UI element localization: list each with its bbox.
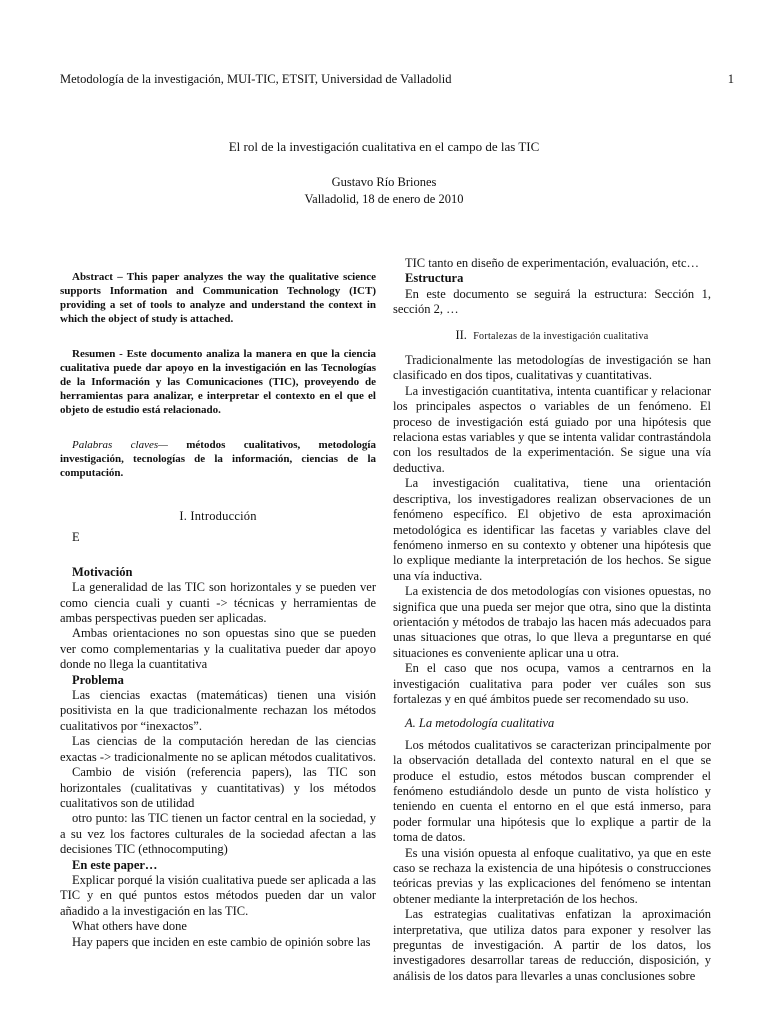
- section-heading-fortalezas: [393, 328, 711, 344]
- abstract: Abstract – This paper analyzes the way the qualitative science supports Information and Communication Technology (ICT) providing a set of tools to analyze and understand the context in which the object of study is attached.: [60, 271, 376, 325]
- subsection-heading-metodologia: A. La metodología cualitativa: [405, 716, 555, 731]
- paragraph: La existencia de dos metodologías con visiones opuestas, no significa que una pueda ser mejor que otra, sino que la distinta orientación y métodos de trabajo las hacen más adecuados para unas situaciones que otras, lo que lleva a preguntarse en qué situaciones es conveniente aplicar una u otra.: [393, 584, 711, 660]
- subheading-problema: Problema: [72, 672, 124, 687]
- page-number: 1: [727, 72, 734, 86]
- dropcap: E: [72, 530, 80, 545]
- subheading-estructura: Estructura: [405, 271, 464, 286]
- paragraph: La generalidad de las TIC son horizontales y se pueden ver como ciencia cuali y cuanti -> técnicas y herramientas de ambas perspectivas pueden ser aplicadas.: [60, 580, 376, 626]
- paragraph: Tradicionalmente las metodologías de investigación se han clasificado en dos tipos, cualitativas y cuantitativas.: [393, 353, 711, 383]
- subheading-en-este-paper: En este paper…: [72, 857, 158, 872]
- paragraph: otro punto: las TIC tienen un factor central en la sociedad, y a su vez los factores culturales de la sociedad afectan a las decisiones TIC (ethnocomputing): [60, 811, 376, 857]
- paragraph: Los métodos cualitativos se caracterizan principalmente por la observación detallada del contexto natural en el que se produce el estudio, estos métodos buscan comprender el fenómeno estudiándolo desde un punto de vista holístico y teniendo en cuenta el entorno en el que está inmerso, para poder formular una hipótesis que lo explique a partir de la toma de datos.: [393, 737, 711, 845]
- paragraph: What others have done: [72, 919, 187, 934]
- paragraph: TIC tanto en diseño de experimentación, evaluación, etc…: [405, 256, 699, 270]
- left-column: [60, 256, 376, 950]
- author-name: Gustavo Río Briones: [331, 175, 437, 189]
- paper-title: El rol de la investigación cualitativa en el campo de las TIC: [228, 139, 540, 154]
- section-title: Fortalezas de la investigación cualitativa: [473, 330, 649, 342]
- running-title: Metodología de la investigación, MUI-TIC, ETSIT, Universidad de Valladolid: [60, 72, 452, 86]
- date-line: Valladolid, 18 de enero de 2010: [304, 192, 464, 206]
- right-column: [393, 256, 711, 984]
- section-heading-introduction: I. Introducción: [179, 509, 257, 523]
- resumen: Resumen - Este documento analiza la manera en que la ciencia cualitativa puede dar apoyo en la investigación en las Tecnologías de la Información y las Comunicaciones (TIC), proveyendo de herramientas para analizar, e interpretar el contexto en el que el objeto de estudio está relacionado.: [60, 348, 376, 416]
- keywords-label: Palabras claves—: [72, 439, 168, 451]
- paragraph: La investigación cualitativa, tiene una orientación descriptiva, los investigadores realizan observaciones de un fenómeno específico. El objetivo de esta aproximación metodológica es identificar las facetas y variables clave del fenómeno inmerso en su contexto y obtener una hipótesis que lo explique mediante la interpretación de los hechos. Se sigue una vía inductiva.: [393, 476, 711, 583]
- paragraph: Las estrategias cualitativas enfatizan la aproximación interpretativa, que utiliza datos para exponer y resolver las preguntas de investigación. A partir de los datos, los investigadores desarrollar tareas de reducción, disposición, y análisis de los datos para llevarles a unas conclusiones sobre: [393, 907, 711, 983]
- running-header: [60, 72, 734, 87]
- paragraph: Cambio de visión (referencia papers), las TIC son horizontales (cualitativas y cuantitativas) y los métodos cualitativos son de utilidad: [60, 765, 376, 810]
- paragraph: Las ciencias de la computación heredan de las ciencias exactas -> tradicionalmente no se aplican métodos cualitativos.: [60, 734, 376, 764]
- paragraph: La investigación cuantitativa, intenta cuantificar y relacionar los principales aspectos o variables de un fenómeno. El proceso de investigación está guiado por una hipótesis que relaciona estas variables y que se intenta validar contrastándola con los resultados de la experimentación. Se sigue una vía deductiva.: [393, 383, 711, 475]
- subheading-motivacion: Motivación: [72, 564, 133, 579]
- paragraph: Ambas orientaciones no son opuestas sino que se pueden ver como complementarias y la cualitativa pueder dar apoyo donde no llega la cuantitativa: [60, 626, 376, 672]
- keywords: [60, 438, 376, 480]
- keywords-text: métodos cualitativos, metodología investigación, tecnologías de la información, ciencias de la computación.: [60, 439, 376, 479]
- title-block: [0, 139, 768, 207]
- paragraph: Explicar porqué la visión cualitativa puede ser aplicada a las TIC y en qué puntos estos métodos pueden dar un valor añadido a la investigación en las TIC.: [60, 872, 376, 918]
- paragraph: Es una visión opuesta al enfoque cualitativo, ya que en este caso se rechaza la existencia de una hipótesis o construcciones teóricas previas y las explicaciones del fenómeno se intentan obtener mediante la interpretación de los hechos.: [393, 845, 711, 906]
- paragraph: Hay papers que inciden en este cambio de opinión sobre las: [72, 934, 371, 949]
- paragraph: Las ciencias exactas (matemáticas) tienen una visión positivista en la que tradicionalmente rechazan los métodos cualitativos por “inexactos”.: [60, 688, 376, 733]
- section-number: II.: [455, 327, 467, 342]
- paragraph: En el caso que nos ocupa, vamos a centrarnos en la investigación cualitativa para poder ver cuáles son sus fortalezas y en qué ámbitos puede ser recomendado su uso.: [393, 661, 711, 706]
- paragraph: En este documento se seguirá la estructura: Sección 1, sección 2, …: [393, 286, 711, 317]
